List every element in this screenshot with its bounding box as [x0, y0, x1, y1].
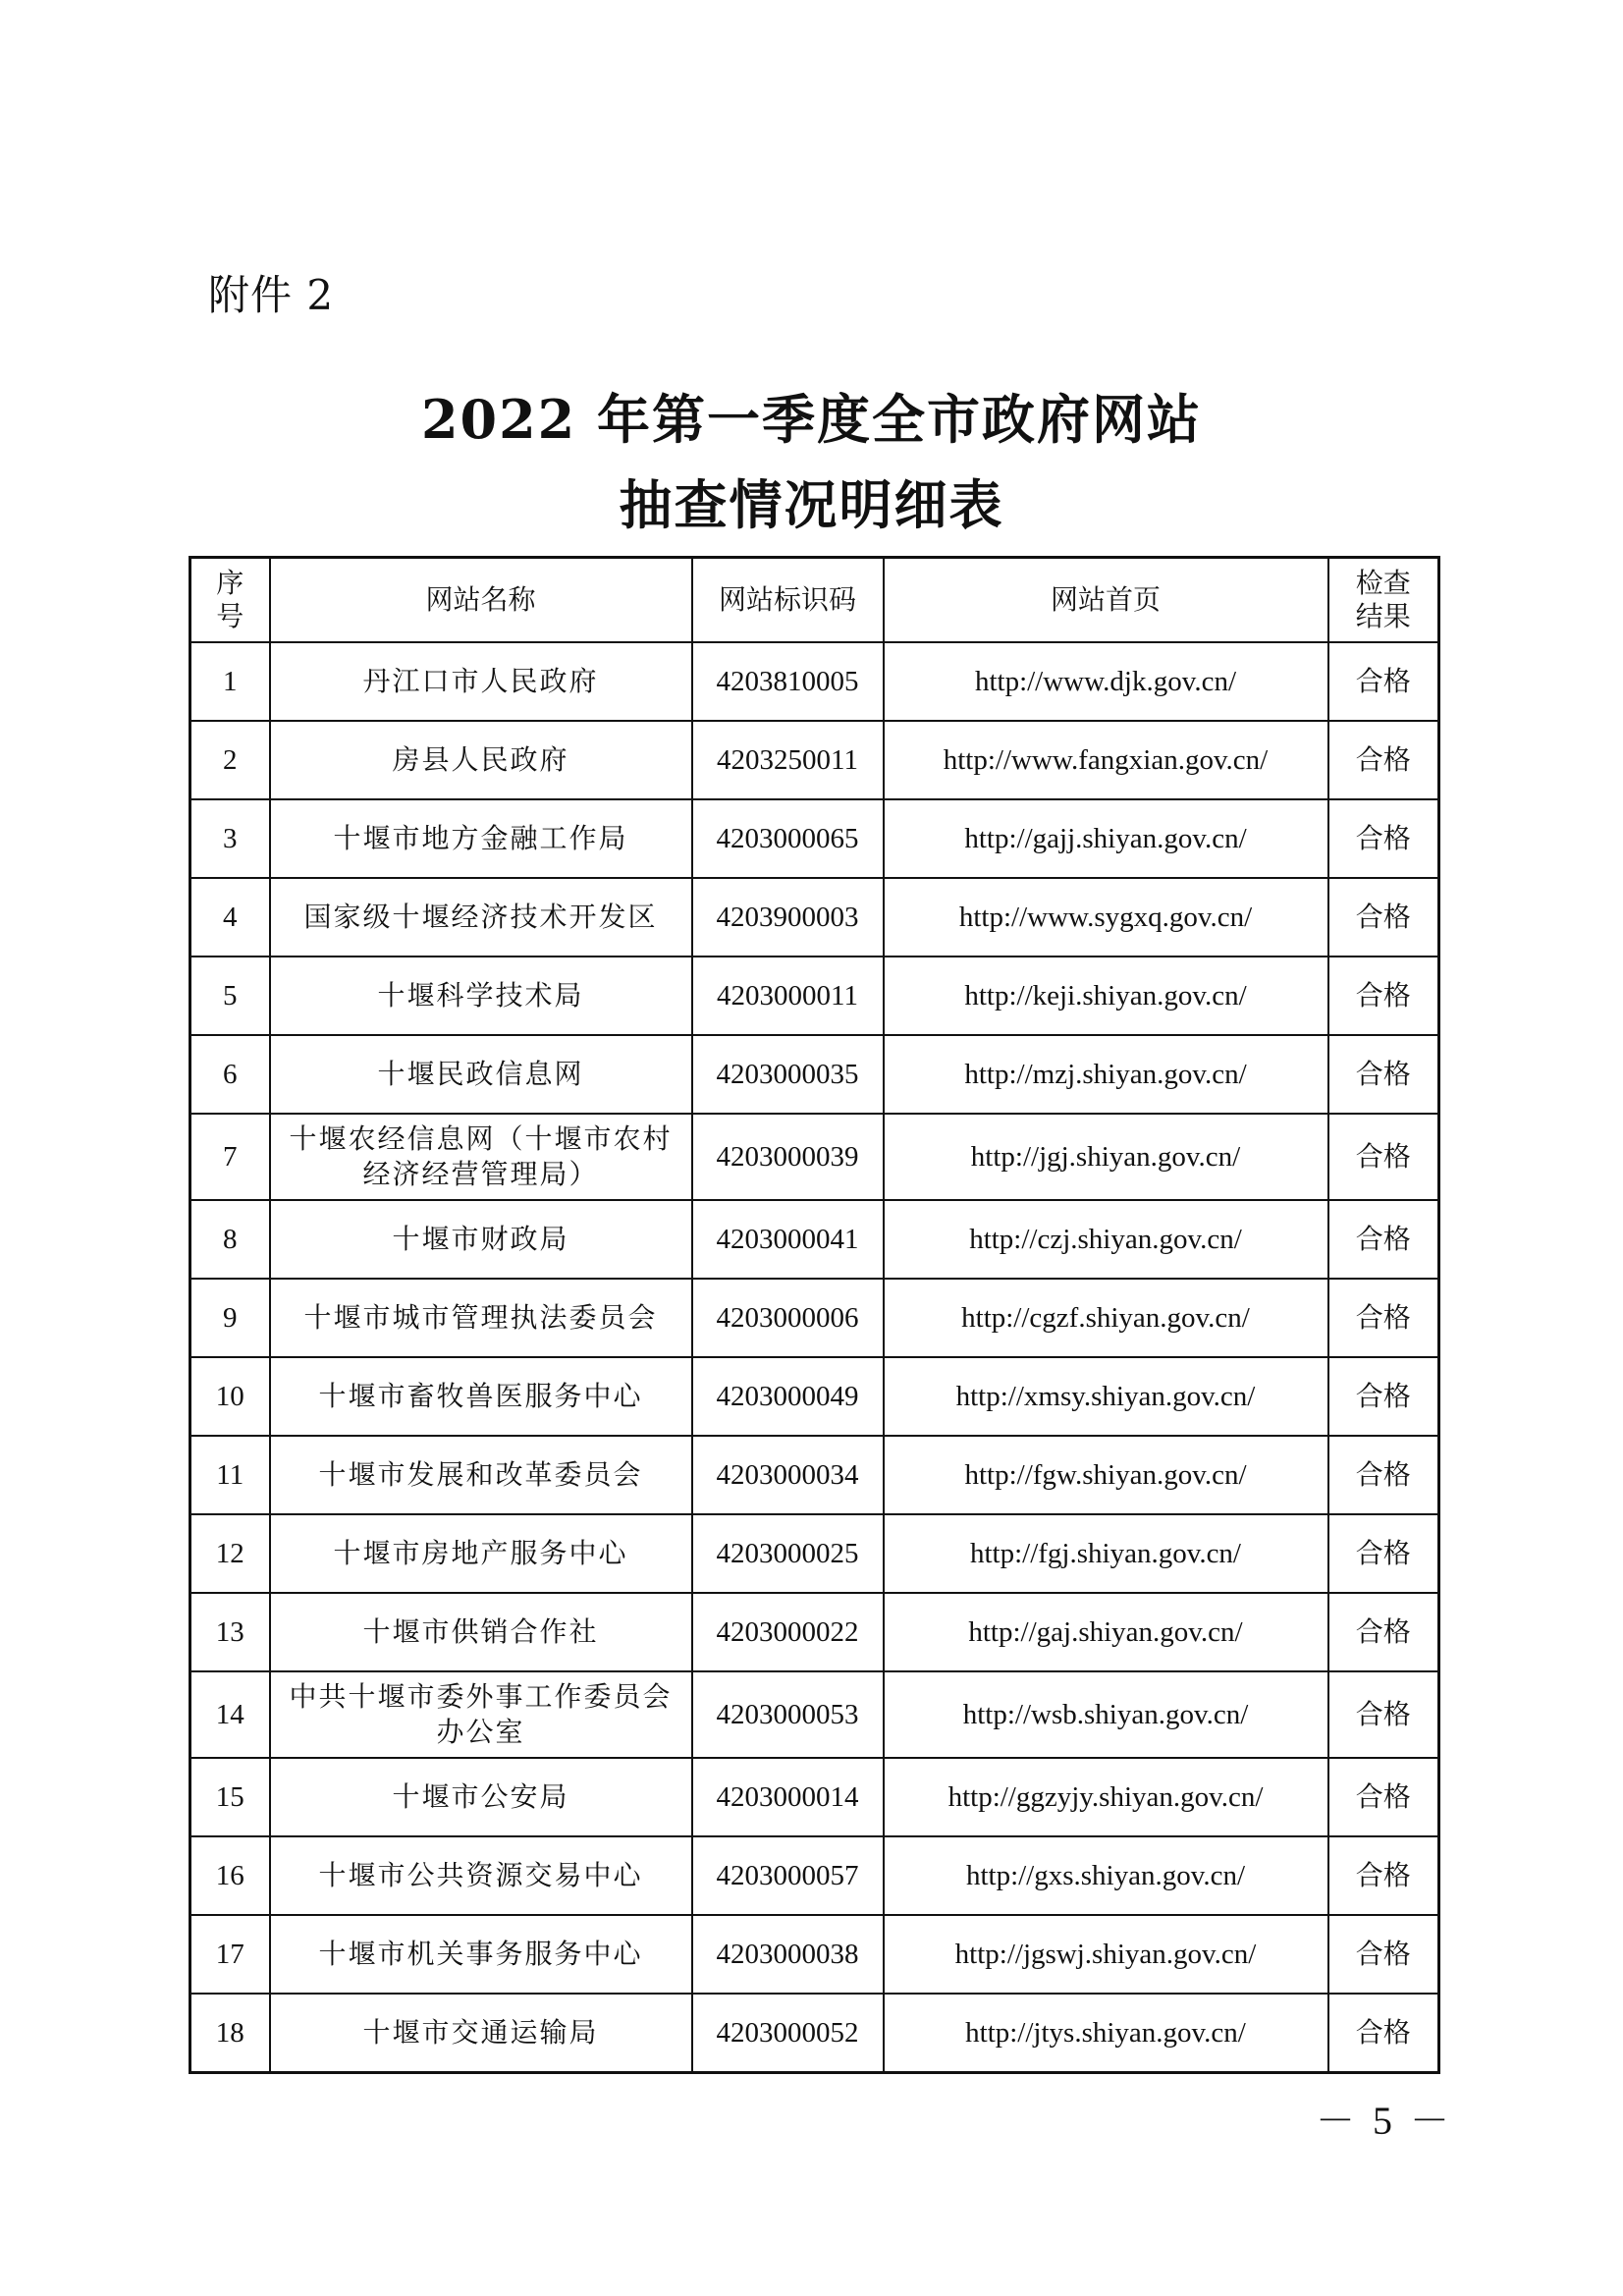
cell-url: http://fgj.shiyan.gov.cn/ — [884, 1514, 1328, 1593]
cell-code: 4203000049 — [692, 1357, 884, 1436]
cell-code: 4203000052 — [692, 1994, 884, 2073]
cell-name: 国家级十堰经济技术开发区 — [270, 878, 692, 957]
cell-seq: 5 — [190, 957, 270, 1035]
cell-url: http://www.fangxian.gov.cn/ — [884, 721, 1328, 799]
table-row — [190, 642, 1439, 721]
cell-url: http://gxs.shiyan.gov.cn/ — [884, 1836, 1328, 1915]
cell-url: http://fgw.shiyan.gov.cn/ — [884, 1436, 1328, 1514]
cell-url: http://www.sygxq.gov.cn/ — [884, 878, 1328, 957]
cell-code: 4203000057 — [692, 1836, 884, 1915]
cell-url: http://jgswj.shiyan.gov.cn/ — [884, 1915, 1328, 1994]
table-header-row — [190, 558, 1439, 643]
table-body — [190, 642, 1439, 2073]
cell-name: 十堰市畜牧兽医服务中心 — [270, 1357, 692, 1436]
table-row — [190, 957, 1439, 1035]
cell-code: 4203810005 — [692, 642, 884, 721]
cell-name: 十堰市发展和改革委员会 — [270, 1436, 692, 1514]
table-row — [190, 1836, 1439, 1915]
cell-name: 十堰农经信息网（十堰市农村经济经营管理局） — [270, 1114, 692, 1200]
cell-result: 合格 — [1328, 1279, 1439, 1357]
table-row — [190, 799, 1439, 878]
cell-seq: 6 — [190, 1035, 270, 1114]
cell-result: 合格 — [1328, 957, 1439, 1035]
cell-result: 合格 — [1328, 642, 1439, 721]
table-row — [190, 1357, 1439, 1436]
cell-url: http://wsb.shiyan.gov.cn/ — [884, 1671, 1328, 1758]
cell-url: http://czj.shiyan.gov.cn/ — [884, 1200, 1328, 1279]
table-row — [190, 1035, 1439, 1114]
table-row — [190, 1758, 1439, 1836]
cell-name: 十堰市公安局 — [270, 1758, 692, 1836]
table-row — [190, 1436, 1439, 1514]
cell-code: 4203000035 — [692, 1035, 884, 1114]
cell-result: 合格 — [1328, 1035, 1439, 1114]
cell-name: 十堰市房地产服务中心 — [270, 1514, 692, 1593]
cell-url: http://gajj.shiyan.gov.cn/ — [884, 799, 1328, 878]
cell-result: 合格 — [1328, 1357, 1439, 1436]
table-row — [190, 721, 1439, 799]
cell-result: 合格 — [1328, 721, 1439, 799]
cell-code: 4203000053 — [692, 1671, 884, 1758]
document-title-line-2: 抽查情况明细表 — [619, 473, 1004, 536]
cell-result: 合格 — [1328, 799, 1439, 878]
cell-seq: 15 — [190, 1758, 270, 1836]
cell-url: http://jtys.shiyan.gov.cn/ — [884, 1994, 1328, 2073]
cell-seq: 12 — [190, 1514, 270, 1593]
cell-name: 十堰市公共资源交易中心 — [270, 1836, 692, 1915]
table-row — [190, 1200, 1439, 1279]
table-row — [190, 1593, 1439, 1671]
cell-name: 房县人民政府 — [270, 721, 692, 799]
cell-name: 十堰市城市管理执法委员会 — [270, 1279, 692, 1357]
header-code: 网站标识码 — [692, 558, 884, 643]
cell-result: 合格 — [1328, 1593, 1439, 1671]
header-result: 检查结果 — [1328, 558, 1439, 643]
cell-result: 合格 — [1328, 1758, 1439, 1836]
cell-url: http://mzj.shiyan.gov.cn/ — [884, 1035, 1328, 1114]
document-title-line-1: 2022 年第一季度全市政府网站 — [420, 388, 1203, 451]
cell-code: 4203900003 — [692, 878, 884, 957]
cell-name: 十堰科学技术局 — [270, 957, 692, 1035]
header-seq: 序号 — [190, 558, 270, 643]
cell-result: 合格 — [1328, 1836, 1439, 1915]
cell-name: 丹江口市人民政府 — [270, 642, 692, 721]
cell-name: 中共十堰市委外事工作委员会办公室 — [270, 1671, 692, 1758]
table-row — [190, 878, 1439, 957]
cell-seq: 7 — [190, 1114, 270, 1200]
cell-seq: 10 — [190, 1357, 270, 1436]
cell-name: 十堰市地方金融工作局 — [270, 799, 692, 878]
cell-code: 4203000006 — [692, 1279, 884, 1357]
cell-code: 4203000041 — [692, 1200, 884, 1279]
table-row — [190, 1671, 1439, 1758]
cell-seq: 9 — [190, 1279, 270, 1357]
cell-seq: 18 — [190, 1994, 270, 2073]
cell-code: 4203250011 — [692, 721, 884, 799]
cell-result: 合格 — [1328, 878, 1439, 957]
cell-code: 4203000038 — [692, 1915, 884, 1994]
page-number: － 5 － — [1316, 2099, 1453, 2143]
cell-code: 4203000022 — [692, 1593, 884, 1671]
cell-name: 十堰民政信息网 — [270, 1035, 692, 1114]
cell-result: 合格 — [1328, 1200, 1439, 1279]
cell-seq: 8 — [190, 1200, 270, 1279]
table-row — [190, 1994, 1439, 2073]
cell-code: 4203000039 — [692, 1114, 884, 1200]
cell-url: http://www.djk.gov.cn/ — [884, 642, 1328, 721]
cell-code: 4203000011 — [692, 957, 884, 1035]
cell-result: 合格 — [1328, 1671, 1439, 1758]
cell-seq: 13 — [190, 1593, 270, 1671]
cell-result: 合格 — [1328, 1436, 1439, 1514]
cell-url: http://ggzyjy.shiyan.gov.cn/ — [884, 1758, 1328, 1836]
cell-name: 十堰市供销合作社 — [270, 1593, 692, 1671]
cell-seq: 16 — [190, 1836, 270, 1915]
cell-name: 十堰市财政局 — [270, 1200, 692, 1279]
cell-seq: 17 — [190, 1915, 270, 1994]
cell-code: 4203000034 — [692, 1436, 884, 1514]
header-url: 网站首页 — [884, 558, 1328, 643]
cell-code: 4203000014 — [692, 1758, 884, 1836]
cell-url: http://jgj.shiyan.gov.cn/ — [884, 1114, 1328, 1200]
website-check-table — [189, 556, 1440, 2074]
cell-code: 4203000065 — [692, 799, 884, 878]
cell-seq: 1 — [190, 642, 270, 721]
cell-url: http://cgzf.shiyan.gov.cn/ — [884, 1279, 1328, 1357]
cell-result: 合格 — [1328, 1514, 1439, 1593]
table-row — [190, 1915, 1439, 1994]
cell-result: 合格 — [1328, 1114, 1439, 1200]
cell-seq: 11 — [190, 1436, 270, 1514]
attachment-label: 附件 2 — [208, 271, 335, 319]
header-name: 网站名称 — [270, 558, 692, 643]
cell-name: 十堰市交通运输局 — [270, 1994, 692, 2073]
cell-url: http://keji.shiyan.gov.cn/ — [884, 957, 1328, 1035]
cell-seq: 3 — [190, 799, 270, 878]
cell-result: 合格 — [1328, 1915, 1439, 1994]
table-row — [190, 1114, 1439, 1200]
cell-code: 4203000025 — [692, 1514, 884, 1593]
cell-result: 合格 — [1328, 1994, 1439, 2073]
cell-seq: 2 — [190, 721, 270, 799]
cell-seq: 4 — [190, 878, 270, 957]
cell-seq: 14 — [190, 1671, 270, 1758]
cell-url: http://xmsy.shiyan.gov.cn/ — [884, 1357, 1328, 1436]
table-row — [190, 1514, 1439, 1593]
cell-name: 十堰市机关事务服务中心 — [270, 1915, 692, 1994]
cell-url: http://gaj.shiyan.gov.cn/ — [884, 1593, 1328, 1671]
table-row — [190, 1279, 1439, 1357]
